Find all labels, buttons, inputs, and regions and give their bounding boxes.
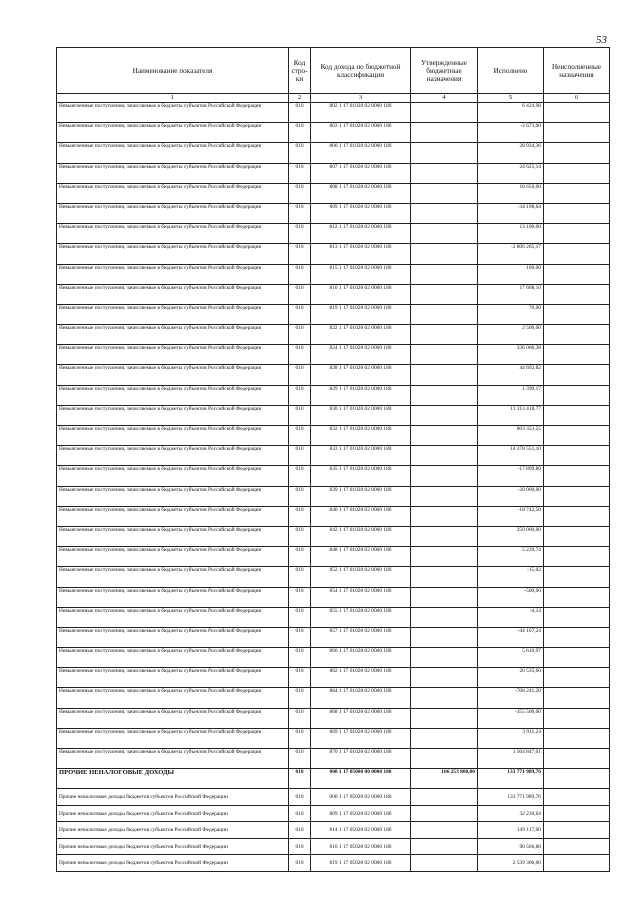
row-unexecuted-cell <box>544 486 610 506</box>
row-executed-cell: 5 239,74 <box>478 547 544 567</box>
row-line-code-cell: 010 <box>289 203 311 223</box>
table-row <box>57 426 610 446</box>
table-row <box>57 466 610 486</box>
row-unexecuted-cell <box>544 506 610 526</box>
row-line-code-cell: 010 <box>289 567 311 587</box>
row-income-code-cell: 839 1 17 01020 02 0000 180 <box>311 486 411 506</box>
row-unexecuted-cell <box>544 103 610 123</box>
row-line-code-cell: 010 <box>289 838 311 855</box>
row-approved-cell <box>411 789 478 806</box>
table-row <box>57 627 610 647</box>
row-income-code-cell: 829 1 17 01020 02 0000 180 <box>311 385 411 405</box>
table-row <box>57 224 610 244</box>
row-approved-cell <box>411 822 478 839</box>
row-approved-cell <box>411 506 478 526</box>
row-approved-cell <box>411 123 478 143</box>
table-row <box>57 587 610 607</box>
row-unexecuted-cell <box>544 749 610 769</box>
table-row <box>57 365 610 385</box>
row-approved-cell <box>411 183 478 203</box>
row-name-cell: Невыясненные поступления, зачисляемые в бюджеты субъектов Российской Федерации <box>57 526 289 546</box>
table-row <box>57 648 610 668</box>
row-name-cell: Невыясненные поступления, зачисляемые в бюджеты субъектов Российской Федерации <box>57 163 289 183</box>
row-line-code-cell: 010 <box>289 805 311 822</box>
row-name-cell: Невыясненные поступления, зачисляемые в бюджеты субъектов Российской Федерации <box>57 547 289 567</box>
header-row <box>57 48 610 94</box>
row-line-code-cell: 010 <box>289 304 311 324</box>
row-unexecuted-cell <box>544 123 610 143</box>
row-executed-cell: 133 771 989,76 <box>478 789 544 806</box>
table-row <box>57 123 610 143</box>
row-name-cell: Невыясненные поступления, зачисляемые в бюджеты субъектов Российской Федерации <box>57 728 289 748</box>
row-income-code-cell: 803 1 17 01020 02 0000 180 <box>311 123 411 143</box>
header-name: Наименование показателя <box>57 48 289 94</box>
row-line-code-cell: 010 <box>289 627 311 647</box>
table-row <box>57 244 610 264</box>
row-approved-cell <box>411 607 478 627</box>
row-approved-cell <box>411 627 478 647</box>
row-income-code-cell: 852 1 17 01020 02 0000 180 <box>311 567 411 587</box>
row-unexecuted-cell <box>544 587 610 607</box>
row-name-cell: Прочие неналоговые доходы бюджетов субъектов Российской Федерации <box>57 789 289 806</box>
row-name-cell: Невыясненные поступления, зачисляемые в бюджеты субъектов Российской Федерации <box>57 587 289 607</box>
row-income-code-cell: 815 1 17 01020 02 0000 180 <box>311 264 411 284</box>
row-line-code-cell: 010 <box>289 648 311 668</box>
row-approved-cell <box>411 385 478 405</box>
row-executed-cell: 1 399,17 <box>478 385 544 405</box>
header-executed: Исполнено <box>478 48 544 94</box>
row-income-code-cell: 864 1 17 01020 02 0000 180 <box>311 688 411 708</box>
row-unexecuted-cell <box>544 385 610 405</box>
row-executed-cell: -4,14 <box>478 607 544 627</box>
row-unexecuted-cell <box>544 183 610 203</box>
row-line-code-cell: 010 <box>289 385 311 405</box>
row-line-code-cell: 010 <box>289 789 311 806</box>
row-unexecuted-cell <box>544 284 610 304</box>
row-unexecuted-cell <box>544 769 610 789</box>
table-row <box>57 789 610 806</box>
income-report-table <box>56 47 610 872</box>
row-executed-cell: -17 899,80 <box>478 466 544 486</box>
row-income-code-cell: 842 1 17 01020 02 0000 180 <box>311 526 411 546</box>
row-income-code-cell: 819 1 17 05020 02 0000 180 <box>311 855 411 872</box>
row-line-code-cell: 010 <box>289 224 311 244</box>
row-executed-cell: 14 378 551,10 <box>478 446 544 466</box>
row-name-cell: Прочие неналоговые доходы бюджетов субъектов Российской Федерации <box>57 855 289 872</box>
table-row <box>57 284 610 304</box>
row-unexecuted-cell <box>544 688 610 708</box>
row-income-code-cell: 857 1 17 01020 02 0000 180 <box>311 627 411 647</box>
row-unexecuted-cell <box>544 855 610 872</box>
row-executed-cell: 70,00 <box>478 304 544 324</box>
row-unexecuted-cell <box>544 244 610 264</box>
row-executed-cell: 20 535,60 <box>478 668 544 688</box>
row-unexecuted-cell <box>544 648 610 668</box>
row-line-code-cell: 010 <box>289 688 311 708</box>
row-name-cell: Невыясненные поступления, зачисляемые в бюджеты субъектов Российской Федерации <box>57 627 289 647</box>
row-name-cell: Невыясненные поступления, зачисляемые в бюджеты субъектов Российской Федерации <box>57 244 289 264</box>
row-income-code-cell: 807 1 17 01020 02 0000 180 <box>311 163 411 183</box>
row-executed-cell: 803 353,55 <box>478 426 544 446</box>
row-executed-cell: 100,00 <box>478 264 544 284</box>
row-executed-cell: 5 610,97 <box>478 648 544 668</box>
row-executed-cell: -18 742,50 <box>478 506 544 526</box>
row-unexecuted-cell <box>544 728 610 748</box>
row-line-code-cell: 010 <box>289 325 311 345</box>
row-approved-cell <box>411 587 478 607</box>
table-body <box>57 103 610 872</box>
row-unexecuted-cell <box>544 708 610 728</box>
row-unexecuted-cell <box>544 789 610 806</box>
row-income-code-cell: 816 1 17 01020 02 0000 180 <box>311 284 411 304</box>
row-unexecuted-cell <box>544 668 610 688</box>
row-name-cell: Невыясненные поступления, зачисляемые в бюджеты субъектов Российской Федерации <box>57 345 289 365</box>
table-row <box>57 103 610 123</box>
column-number: 1 <box>57 94 289 103</box>
row-line-code-cell: 010 <box>289 123 311 143</box>
row-approved-cell <box>411 805 478 822</box>
table-row <box>57 822 610 839</box>
row-approved-cell <box>411 405 478 425</box>
row-income-code-cell: 822 1 17 01020 02 0000 180 <box>311 325 411 345</box>
row-name-cell: Невыясненные поступления, зачисляемые в бюджеты субъектов Российской Федерации <box>57 143 289 163</box>
table-row <box>57 203 610 223</box>
row-executed-cell: 11 313 418,77 <box>478 405 544 425</box>
row-approved-cell: 106 253 800,00 <box>411 769 478 789</box>
row-name-cell: Невыясненные поступления, зачисляемые в бюджеты субъектов Российской Федерации <box>57 708 289 728</box>
row-line-code-cell: 010 <box>289 587 311 607</box>
row-unexecuted-cell <box>544 567 610 587</box>
row-name-cell: ПРОЧИЕ НЕНАЛОГОВЫЕ ДОХОДЫ <box>57 769 289 789</box>
row-name-cell: Невыясненные поступления, зачисляемые в бюджеты субъектов Российской Федерации <box>57 688 289 708</box>
row-approved-cell <box>411 203 478 223</box>
row-approved-cell <box>411 365 478 385</box>
row-name-cell: Невыясненные поступления, зачисляемые в бюджеты субъектов Российской Федерации <box>57 506 289 526</box>
row-unexecuted-cell <box>544 325 610 345</box>
row-executed-cell: 133 771 989,76 <box>478 769 544 789</box>
table-row <box>57 567 610 587</box>
row-name-cell: Невыясненные поступления, зачисляемые в бюджеты субъектов Российской Федерации <box>57 365 289 385</box>
table-row <box>57 183 610 203</box>
row-line-code-cell: 010 <box>289 365 311 385</box>
row-income-code-cell: 855 1 17 01020 02 0000 180 <box>311 607 411 627</box>
row-unexecuted-cell <box>544 405 610 425</box>
row-approved-cell <box>411 526 478 546</box>
table-row <box>57 668 610 688</box>
row-line-code-cell: 010 <box>289 466 311 486</box>
row-line-code-cell: 010 <box>289 526 311 546</box>
row-executed-cell: 13 100,00 <box>478 224 544 244</box>
row-income-code-cell: 812 1 17 01020 02 0000 180 <box>311 224 411 244</box>
row-name-cell: Невыясненные поступления, зачисляемые в бюджеты субъектов Российской Федерации <box>57 446 289 466</box>
row-executed-cell: 24 625,14 <box>478 163 544 183</box>
row-approved-cell <box>411 668 478 688</box>
row-income-code-cell: 813 1 17 01020 02 0000 180 <box>311 244 411 264</box>
table-row <box>57 805 610 822</box>
row-line-code-cell: 010 <box>289 143 311 163</box>
row-executed-cell: 1 504 847,01 <box>478 749 544 769</box>
row-line-code-cell: 010 <box>289 708 311 728</box>
row-executed-cell: 44 692,82 <box>478 365 544 385</box>
header-approved: Утвержденные бюджетные назначения <box>411 48 478 94</box>
row-unexecuted-cell <box>544 224 610 244</box>
row-unexecuted-cell <box>544 426 610 446</box>
row-income-code-cell: 000 1 17 05000 00 0000 180 <box>311 769 411 789</box>
row-income-code-cell: 809 1 17 01020 02 0000 180 <box>311 203 411 223</box>
row-income-code-cell: 802 1 17 01020 02 0000 180 <box>311 103 411 123</box>
row-line-code-cell: 010 <box>289 446 311 466</box>
row-executed-cell: 18 650,00 <box>478 183 544 203</box>
page-number: 53 <box>596 34 607 46</box>
table-row <box>57 325 610 345</box>
row-income-code-cell: 809 1 17 05020 02 0000 180 <box>311 805 411 822</box>
row-income-code-cell: 840 1 17 01020 02 0000 180 <box>311 506 411 526</box>
row-name-cell: Невыясненные поступления, зачисляемые в бюджеты субъектов Российской Федерации <box>57 284 289 304</box>
row-name-cell: Невыясненные поступления, зачисляемые в бюджеты субъектов Российской Федерации <box>57 183 289 203</box>
row-executed-cell: 3 911,24 <box>478 728 544 748</box>
row-executed-cell: 6 424,98 <box>478 103 544 123</box>
row-executed-cell: -20 000,00 <box>478 486 544 506</box>
row-name-cell: Невыясненные поступления, зачисляемые в бюджеты субъектов Российской Федерации <box>57 607 289 627</box>
table-row <box>57 143 610 163</box>
row-line-code-cell: 010 <box>289 607 311 627</box>
row-name-cell: Невыясненные поступления, зачисляемые в бюджеты субъектов Российской Федерации <box>57 264 289 284</box>
row-unexecuted-cell <box>544 526 610 546</box>
row-line-code-cell: 010 <box>289 345 311 365</box>
row-line-code-cell: 010 <box>289 103 311 123</box>
row-executed-cell: 250 000,00 <box>478 526 544 546</box>
row-income-code-cell: 832 1 17 01020 02 0000 180 <box>311 426 411 446</box>
row-name-cell: Невыясненные поступления, зачисляемые в бюджеты субъектов Российской Федерации <box>57 486 289 506</box>
row-income-code-cell: 808 1 17 01020 02 0000 180 <box>311 183 411 203</box>
row-line-code-cell: 010 <box>289 506 311 526</box>
row-name-cell: Прочие неналоговые доходы бюджетов субъектов Российской Федерации <box>57 838 289 855</box>
table-row <box>57 264 610 284</box>
row-income-code-cell: 868 1 17 01020 02 0000 180 <box>311 708 411 728</box>
row-executed-cell: 28 934,36 <box>478 143 544 163</box>
row-income-code-cell: 869 1 17 01020 02 0000 180 <box>311 728 411 748</box>
row-name-cell: Невыясненные поступления, зачисляемые в бюджеты субъектов Российской Федерации <box>57 385 289 405</box>
row-name-cell: Невыясненные поступления, зачисляемые в бюджеты субъектов Российской Федерации <box>57 203 289 223</box>
row-unexecuted-cell <box>544 203 610 223</box>
row-executed-cell: -15,02 <box>478 567 544 587</box>
row-executed-cell: 90 566,88 <box>478 838 544 855</box>
row-executed-cell: 17 608,10 <box>478 284 544 304</box>
row-executed-cell: 149 117,00 <box>478 822 544 839</box>
row-approved-cell <box>411 143 478 163</box>
row-name-cell: Невыясненные поступления, зачисляемые в бюджеты субъектов Российской Федерации <box>57 648 289 668</box>
column-number: 4 <box>411 94 478 103</box>
row-executed-cell: 2 539 306,00 <box>478 855 544 872</box>
row-approved-cell <box>411 163 478 183</box>
row-executed-cell: -2 673,00 <box>478 123 544 143</box>
row-unexecuted-cell <box>544 446 610 466</box>
row-approved-cell <box>411 688 478 708</box>
row-income-code-cell: 835 1 17 01020 02 0000 180 <box>311 466 411 486</box>
row-approved-cell <box>411 466 478 486</box>
row-approved-cell <box>411 103 478 123</box>
table-row <box>57 855 610 872</box>
row-approved-cell <box>411 304 478 324</box>
row-income-code-cell: 816 1 17 05020 02 0000 180 <box>311 838 411 855</box>
table-row <box>57 163 610 183</box>
row-approved-cell <box>411 728 478 748</box>
row-unexecuted-cell <box>544 547 610 567</box>
header-income-code: Код дохода по бюджетной классификации <box>311 48 411 94</box>
row-unexecuted-cell <box>544 466 610 486</box>
row-line-code-cell: 010 <box>289 728 311 748</box>
row-income-code-cell: 806 1 17 01020 02 0000 180 <box>311 143 411 163</box>
row-approved-cell <box>411 244 478 264</box>
row-name-cell: Невыясненные поступления, зачисляемые в бюджеты субъектов Российской Федерации <box>57 405 289 425</box>
row-name-cell: Невыясненные поступления, зачисляемые в бюджеты субъектов Российской Федерации <box>57 567 289 587</box>
table-row <box>57 749 610 769</box>
row-line-code-cell: 010 <box>289 405 311 425</box>
row-income-code-cell: 833 1 17 01020 02 0000 180 <box>311 446 411 466</box>
row-unexecuted-cell <box>544 838 610 855</box>
row-unexecuted-cell <box>544 805 610 822</box>
header-unexecuted: Неисполненные назначения <box>544 48 610 94</box>
table-row <box>57 728 610 748</box>
row-name-cell: Невыясненные поступления, зачисляемые в бюджеты субъектов Российской Федерации <box>57 224 289 244</box>
column-number: 5 <box>478 94 544 103</box>
row-approved-cell <box>411 648 478 668</box>
row-line-code-cell: 010 <box>289 426 311 446</box>
table-row <box>57 506 610 526</box>
row-line-code-cell: 010 <box>289 668 311 688</box>
row-approved-cell <box>411 855 478 872</box>
row-line-code-cell: 010 <box>289 244 311 264</box>
row-executed-cell: -44 167,24 <box>478 627 544 647</box>
table-row <box>57 345 610 365</box>
table-row <box>57 405 610 425</box>
row-income-code-cell: 000 1 17 05020 02 0000 180 <box>311 789 411 806</box>
row-unexecuted-cell <box>544 365 610 385</box>
row-income-code-cell: 814 1 17 05020 02 0000 180 <box>311 822 411 839</box>
row-unexecuted-cell <box>544 304 610 324</box>
table-row <box>57 526 610 546</box>
row-executed-cell: 32 230,64 <box>478 805 544 822</box>
row-name-cell: Невыясненные поступления, зачисляемые в бюджеты субъектов Российской Федерации <box>57 103 289 123</box>
row-unexecuted-cell <box>544 264 610 284</box>
column-number: 6 <box>544 94 610 103</box>
table-row <box>57 607 610 627</box>
row-line-code-cell: 010 <box>289 769 311 789</box>
table-row <box>57 547 610 567</box>
row-executed-cell: -500,00 <box>478 587 544 607</box>
row-executed-cell: 336 068,38 <box>478 345 544 365</box>
row-income-code-cell: 862 1 17 01020 02 0000 180 <box>311 668 411 688</box>
row-unexecuted-cell <box>544 143 610 163</box>
row-approved-cell <box>411 446 478 466</box>
table-row <box>57 688 610 708</box>
row-income-code-cell: 848 1 17 01020 02 0000 180 <box>311 547 411 567</box>
row-unexecuted-cell <box>544 627 610 647</box>
row-line-code-cell: 010 <box>289 163 311 183</box>
row-name-cell: Невыясненные поступления, зачисляемые в бюджеты субъектов Российской Федерации <box>57 749 289 769</box>
row-approved-cell <box>411 325 478 345</box>
row-name-cell: Прочие неналоговые доходы бюджетов субъектов Российской Федерации <box>57 805 289 822</box>
table-row <box>57 838 610 855</box>
row-income-code-cell: 828 1 17 01020 02 0000 180 <box>311 365 411 385</box>
row-income-code-cell: 860 1 17 01020 02 0000 180 <box>311 648 411 668</box>
row-executed-cell: -708 241,20 <box>478 688 544 708</box>
row-line-code-cell: 010 <box>289 749 311 769</box>
row-approved-cell <box>411 264 478 284</box>
row-name-cell: Невыясненные поступления, зачисляемые в бюджеты субъектов Российской Федерации <box>57 325 289 345</box>
row-executed-cell: -2 806 265,17 <box>478 244 544 264</box>
table-row <box>57 486 610 506</box>
row-approved-cell <box>411 426 478 446</box>
row-unexecuted-cell <box>544 345 610 365</box>
row-unexecuted-cell <box>544 163 610 183</box>
header-line-code: Код стро-ки <box>289 48 311 94</box>
row-approved-cell <box>411 486 478 506</box>
row-name-cell: Невыясненные поступления, зачисляемые в бюджеты субъектов Российской Федерации <box>57 304 289 324</box>
row-line-code-cell: 010 <box>289 855 311 872</box>
row-income-code-cell: 854 1 17 01020 02 0000 180 <box>311 587 411 607</box>
table-row <box>57 708 610 728</box>
row-unexecuted-cell <box>544 607 610 627</box>
row-income-code-cell: 830 1 17 01020 02 0000 180 <box>311 405 411 425</box>
row-approved-cell <box>411 567 478 587</box>
row-name-cell: Невыясненные поступления, зачисляемые в бюджеты субъектов Российской Федерации <box>57 123 289 143</box>
row-line-code-cell: 010 <box>289 264 311 284</box>
row-name-cell: Невыясненные поступления, зачисляемые в бюджеты субъектов Российской Федерации <box>57 668 289 688</box>
row-line-code-cell: 010 <box>289 183 311 203</box>
table-row <box>57 446 610 466</box>
row-executed-cell: -34 198,64 <box>478 203 544 223</box>
row-name-cell: Невыясненные поступления, зачисляемые в бюджеты субъектов Российской Федерации <box>57 426 289 446</box>
row-approved-cell <box>411 284 478 304</box>
table-row <box>57 304 610 324</box>
row-executed-cell: 2 500,00 <box>478 325 544 345</box>
column-number: 3 <box>311 94 411 103</box>
row-approved-cell <box>411 749 478 769</box>
row-line-code-cell: 010 <box>289 284 311 304</box>
row-approved-cell <box>411 838 478 855</box>
row-income-code-cell: 819 1 17 01020 02 0000 180 <box>311 304 411 324</box>
row-approved-cell <box>411 224 478 244</box>
column-number-row <box>57 94 610 103</box>
row-line-code-cell: 010 <box>289 822 311 839</box>
row-name-cell: Невыясненные поступления, зачисляемые в бюджеты субъектов Российской Федерации <box>57 466 289 486</box>
row-income-code-cell: 824 1 17 01020 02 0000 180 <box>311 345 411 365</box>
row-approved-cell <box>411 345 478 365</box>
row-approved-cell <box>411 547 478 567</box>
row-executed-cell: -355 500,00 <box>478 708 544 728</box>
table-row <box>57 385 610 405</box>
row-unexecuted-cell <box>544 822 610 839</box>
row-name-cell: Прочие неналоговые доходы бюджетов субъектов Российской Федерации <box>57 822 289 839</box>
column-number: 2 <box>289 94 311 103</box>
table-row <box>57 769 610 789</box>
row-line-code-cell: 010 <box>289 547 311 567</box>
row-line-code-cell: 010 <box>289 486 311 506</box>
row-approved-cell <box>411 708 478 728</box>
row-income-code-cell: 870 1 17 01020 02 0000 180 <box>311 749 411 769</box>
